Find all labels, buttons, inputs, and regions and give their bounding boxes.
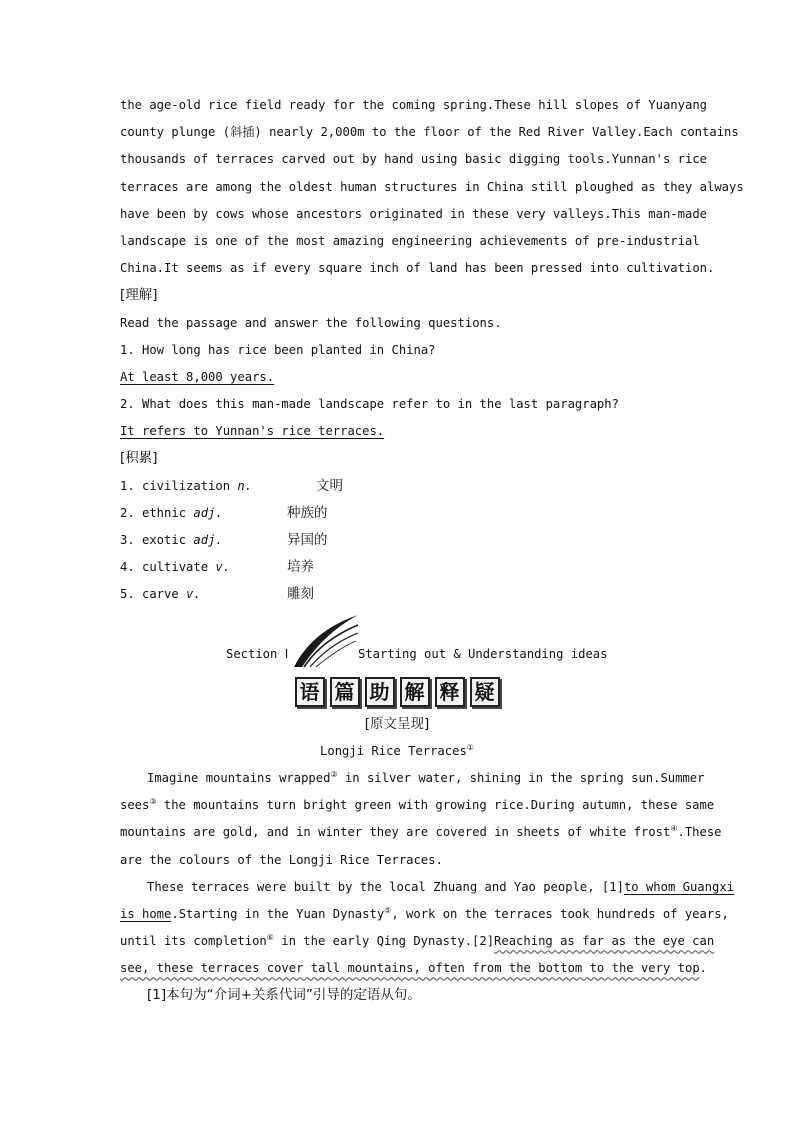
question-1: 1. How long has rice been planted in China? [120,342,436,357]
banner-char: 篇 [330,677,360,707]
original-text-label: [原文呈现] [364,715,430,732]
comprehension-section [120,282,674,445]
paragraph-line: until its completion⑥ in the early Qing Dynasty.[2]Reaching as far as the eye can [120,933,715,949]
vocab-word: 3. exotic [120,533,194,547]
vocab-word: 4. cultivate [120,560,216,575]
section-title: Starting out & Understanding ideas [358,646,608,661]
clause-underline: to whom Guangxi [623,879,734,894]
passage-text [120,92,744,282]
vocab-meaning: 培养 [287,559,314,576]
article-title [120,738,674,765]
passage-line: the age-old rice field ready for the coming spring.These hill slopes of Yuanyang [120,98,707,112]
clause-underline: is home [120,906,172,921]
footnote-marker: ⑥ [266,933,274,943]
vocabulary-heading: [积累] [120,450,158,467]
passage-line: China.It seems as if every square inch of land has been pressed into cultivation. [120,261,715,276]
comprehension-heading: [理解] [120,287,158,304]
passage-line: terraces are among the oldest human structures in China still ploughed as they always [120,179,744,194]
passage-line: landscape is one of the most amazing engineering achievements of pre-industrial [120,233,700,248]
footnote-marker: ② [330,769,338,779]
paragraph-line: sees③ the mountains turn bright green with growing rice.During autumn, these same [120,797,715,813]
section-header [120,613,674,665]
footnote-marker: ⑤ [384,905,392,915]
vocab-word: 5. carve [120,587,187,602]
banner-char: 解 [400,677,430,707]
paragraph-line: Imagine mountains wrapped② in silver water, shining in the spring sun.Summer [147,769,705,785]
article-paragraph-1 [120,765,722,874]
vocab-item [120,500,674,527]
vocab-item [120,554,674,581]
clause-wavy-underline: Reaching as far as the eye can [494,934,715,949]
vocab-word: 2. ethnic [120,505,194,520]
vocab-meaning: 文明 [316,477,343,494]
paragraph-line: are the colours of the Longji Rice Terraces. [120,852,443,867]
vocab-pos: n. [237,478,253,493]
swoosh-decoration-icon [292,613,362,669]
answer-1: At least 8,000 years. [120,369,275,384]
vocab-item [120,527,674,554]
grammar-note: [1]本句为“介词+关系代词”引导的定语从句。 [147,987,421,1004]
footnote-marker: ③ [149,797,157,807]
article-paragraph-2 [120,874,734,983]
vocab-item [120,473,674,500]
section-banner [120,677,674,709]
passage-line: thousands of terraces carved out by hand using basic digging tools.Yunnan's rice [120,152,707,167]
question-2: 2. What does this man-made landscape refer to in the last paragraph? [120,397,619,412]
banner-char: 疑 [470,677,500,707]
vocab-pos: v. [215,560,231,575]
clause-wavy-underline: see, these terraces cover tall mountains, often from the bottom to the very top [120,961,700,976]
footnote-marker: ① [466,742,474,752]
footnote-marker: ④ [670,824,678,834]
vocab-meaning: 异国的 [287,532,328,548]
document-page [120,92,744,1010]
vocab-meaning: 雕刻 [287,586,314,603]
vocab-item [120,581,674,608]
vocab-pos: v. [186,587,201,602]
vocab-pos: adj. [193,505,223,520]
vocab-word: 1. civilization [120,478,238,493]
passage-line: have been by cows whose ancestors originated in these very valleys.This man-made [120,206,707,221]
answer-2: It refers to Yunnan's rice terraces. [120,424,385,439]
comprehension-instruction: Read the passage and answer the following questions. [120,315,502,330]
article-title-text: Longji Rice Terraces [320,743,467,758]
section-number: Section Ⅰ [226,646,289,661]
banner-char: 语 [295,677,325,707]
banner-char: 释 [435,677,465,707]
vocabulary-section [120,445,674,608]
banner-char: 助 [365,677,395,707]
paragraph-line: see, these terraces cover tall mountains, often from the bottom to the very top. [120,961,708,976]
passage-line: county plunge (斜插) nearly 2,000m to the floor of the Red River Valley.Each contains [120,125,739,140]
paragraph-line: These terraces were built by the local Zhuang and Yao people, [1]to whom Guangxi [147,879,734,894]
paragraph-line: mountains are gold, and in winter they are covered in sheets of white frost④.These [120,824,722,840]
vocab-pos: adj. [193,533,223,547]
paragraph-line: is home.Starting in the Yuan Dynasty⑤, work on the terraces took hundreds of years, [120,905,729,921]
vocab-meaning: 种族的 [287,504,328,521]
